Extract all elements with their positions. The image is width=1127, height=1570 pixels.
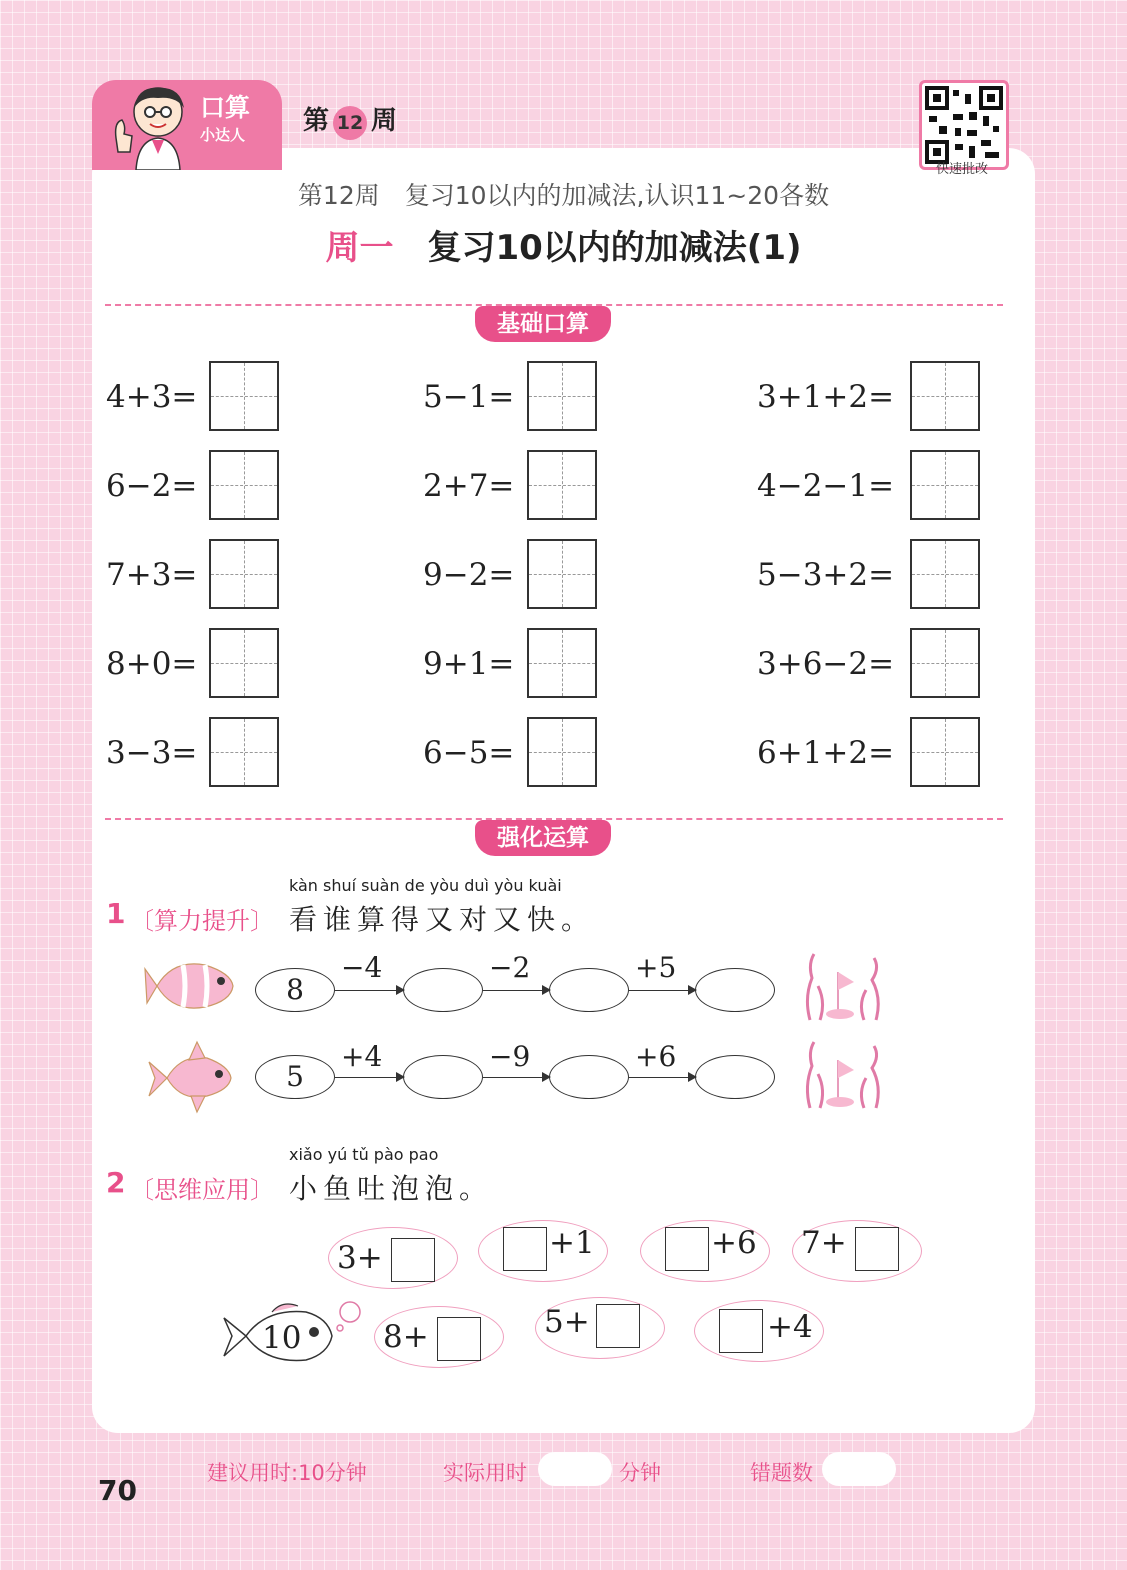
chain-operation: +6 bbox=[635, 1040, 677, 1073]
arrow-icon bbox=[335, 1077, 403, 1078]
bubble-expression: +6 bbox=[711, 1225, 757, 1261]
bubble-answer-box[interactable] bbox=[855, 1227, 899, 1271]
answer-box[interactable] bbox=[209, 450, 279, 520]
problem1-pinyin: kàn shuí suàn de yòu duì yòu kuài bbox=[289, 876, 562, 895]
answer-box[interactable] bbox=[910, 717, 980, 787]
bubble-answer-box[interactable] bbox=[596, 1304, 640, 1348]
equation: 7+3= bbox=[106, 557, 198, 593]
chain-answer-oval[interactable] bbox=[695, 968, 775, 1012]
bubble bbox=[640, 1220, 770, 1282]
header-badge bbox=[92, 80, 282, 170]
answer-box[interactable] bbox=[910, 628, 980, 698]
chain-operation: −4 bbox=[341, 951, 383, 984]
arrow-icon bbox=[483, 1077, 549, 1078]
equation: 6−5= bbox=[423, 735, 515, 771]
bubble-expression: 3+ bbox=[337, 1240, 383, 1276]
answer-box[interactable] bbox=[910, 539, 980, 609]
equation: 3+1+2= bbox=[757, 379, 895, 415]
equation: 9+1= bbox=[423, 646, 515, 682]
chain-answer-oval[interactable] bbox=[695, 1055, 775, 1099]
errors-label: 错题数 bbox=[750, 1461, 813, 1485]
arrow-icon bbox=[335, 990, 403, 991]
answer-box[interactable] bbox=[209, 628, 279, 698]
section-label-basic: 基础口算 bbox=[475, 306, 611, 342]
equation: 4−2−1= bbox=[757, 468, 895, 504]
bubble-answer-box[interactable] bbox=[665, 1227, 709, 1271]
section-label-advanced: 强化运算 bbox=[475, 820, 611, 856]
bubble-answer-box[interactable] bbox=[503, 1227, 547, 1271]
answer-box[interactable] bbox=[209, 361, 279, 431]
arrow-icon bbox=[629, 990, 695, 991]
chain-answer-oval[interactable] bbox=[403, 968, 483, 1012]
chain-operation: +4 bbox=[341, 1040, 383, 1073]
bubble bbox=[694, 1300, 824, 1362]
title-text: 复习10以内的加减法(1) bbox=[427, 228, 802, 268]
problem1-number: 1 bbox=[106, 897, 126, 930]
problem1-text: 看谁算得又对又快。 bbox=[289, 903, 596, 936]
qr-code-icon bbox=[925, 86, 1003, 164]
answer-box[interactable] bbox=[527, 361, 597, 431]
minutes-label: 分钟 bbox=[619, 1461, 661, 1485]
chain-operation: −2 bbox=[489, 951, 531, 984]
page-subtitle: 第12周 复习10以内的加减法,认识11~20各数 bbox=[297, 181, 830, 210]
bubble-expression: 5+ bbox=[544, 1304, 590, 1340]
boy-mascot-icon bbox=[108, 82, 194, 170]
week-number-badge: 12 bbox=[333, 106, 367, 140]
actual-time-field[interactable] bbox=[538, 1452, 612, 1486]
bubble-answer-box[interactable] bbox=[719, 1309, 763, 1353]
chain-answer-oval[interactable] bbox=[549, 1055, 629, 1099]
clownfish-icon bbox=[143, 955, 237, 1017]
bubble-expression: 7+ bbox=[801, 1225, 847, 1261]
answer-box[interactable] bbox=[527, 628, 597, 698]
equation: 3−3= bbox=[106, 735, 198, 771]
chain-start-oval: 5 bbox=[255, 1055, 335, 1099]
chain-answer-oval[interactable] bbox=[403, 1055, 483, 1099]
bubble-answer-box[interactable] bbox=[437, 1317, 481, 1361]
bubble-answer-box[interactable] bbox=[391, 1238, 435, 1282]
arrow-icon bbox=[629, 1077, 695, 1078]
problem1-tag: 〔算力提升〕 bbox=[130, 907, 274, 935]
qr-label: 快速批改 bbox=[935, 162, 988, 177]
badge-line1: 口算 bbox=[200, 93, 251, 122]
equation: 4+3= bbox=[106, 379, 198, 415]
problem2-tag: 〔思维应用〕 bbox=[130, 1176, 274, 1204]
answer-box[interactable] bbox=[527, 717, 597, 787]
bubble-expression: 8+ bbox=[383, 1319, 429, 1355]
page-number: 70 bbox=[98, 1474, 137, 1507]
answer-box[interactable] bbox=[209, 539, 279, 609]
chain-answer-oval[interactable] bbox=[549, 968, 629, 1012]
week-header bbox=[303, 100, 397, 140]
badge-line2: 小达人 bbox=[200, 126, 246, 144]
actual-time-label: 实际用时 bbox=[443, 1461, 527, 1485]
problem2-text: 小鱼吐泡泡。 bbox=[289, 1172, 494, 1205]
week-suffix: 周 bbox=[371, 106, 398, 136]
equation: 2+7= bbox=[423, 468, 515, 504]
answer-box[interactable] bbox=[910, 361, 980, 431]
chain-operation: −9 bbox=[489, 1040, 531, 1073]
bubble bbox=[535, 1297, 665, 1359]
bubble bbox=[792, 1220, 922, 1282]
fish-number: 10 bbox=[262, 1320, 302, 1356]
arrow-icon bbox=[483, 990, 549, 991]
answer-box[interactable] bbox=[527, 450, 597, 520]
answer-box[interactable] bbox=[910, 450, 980, 520]
answer-box[interactable] bbox=[527, 539, 597, 609]
answer-box[interactable] bbox=[209, 717, 279, 787]
bubble bbox=[374, 1306, 504, 1368]
problem2-number: 2 bbox=[106, 1166, 126, 1199]
chain-start-oval: 8 bbox=[255, 968, 335, 1012]
chain-operation: +5 bbox=[635, 951, 677, 984]
title-day: 周一 bbox=[325, 228, 394, 268]
week-prefix: 第 bbox=[303, 106, 330, 136]
bubble bbox=[328, 1227, 458, 1289]
bubble-expression: +1 bbox=[549, 1225, 595, 1261]
qr-code[interactable] bbox=[919, 80, 1009, 170]
equation: 6−2= bbox=[106, 468, 198, 504]
tropical-fish-icon bbox=[147, 1040, 233, 1114]
equation: 5−3+2= bbox=[757, 557, 895, 593]
seaweed-flag-icon bbox=[800, 1040, 888, 1110]
page-title bbox=[92, 220, 1035, 269]
equation: 8+0= bbox=[106, 646, 198, 682]
bubble bbox=[478, 1220, 608, 1282]
bubble-expression: +4 bbox=[767, 1309, 813, 1345]
suggested-time: 建议用时:10分钟 bbox=[207, 1461, 367, 1485]
seaweed-flag-icon bbox=[800, 952, 888, 1022]
errors-field[interactable] bbox=[822, 1452, 896, 1486]
problem2-pinyin: xiǎo yú tǔ pào pao bbox=[289, 1145, 439, 1164]
equation: 9−2= bbox=[423, 557, 515, 593]
equation: 5−1= bbox=[423, 379, 515, 415]
equation: 6+1+2= bbox=[757, 735, 895, 771]
equation: 3+6−2= bbox=[757, 646, 895, 682]
